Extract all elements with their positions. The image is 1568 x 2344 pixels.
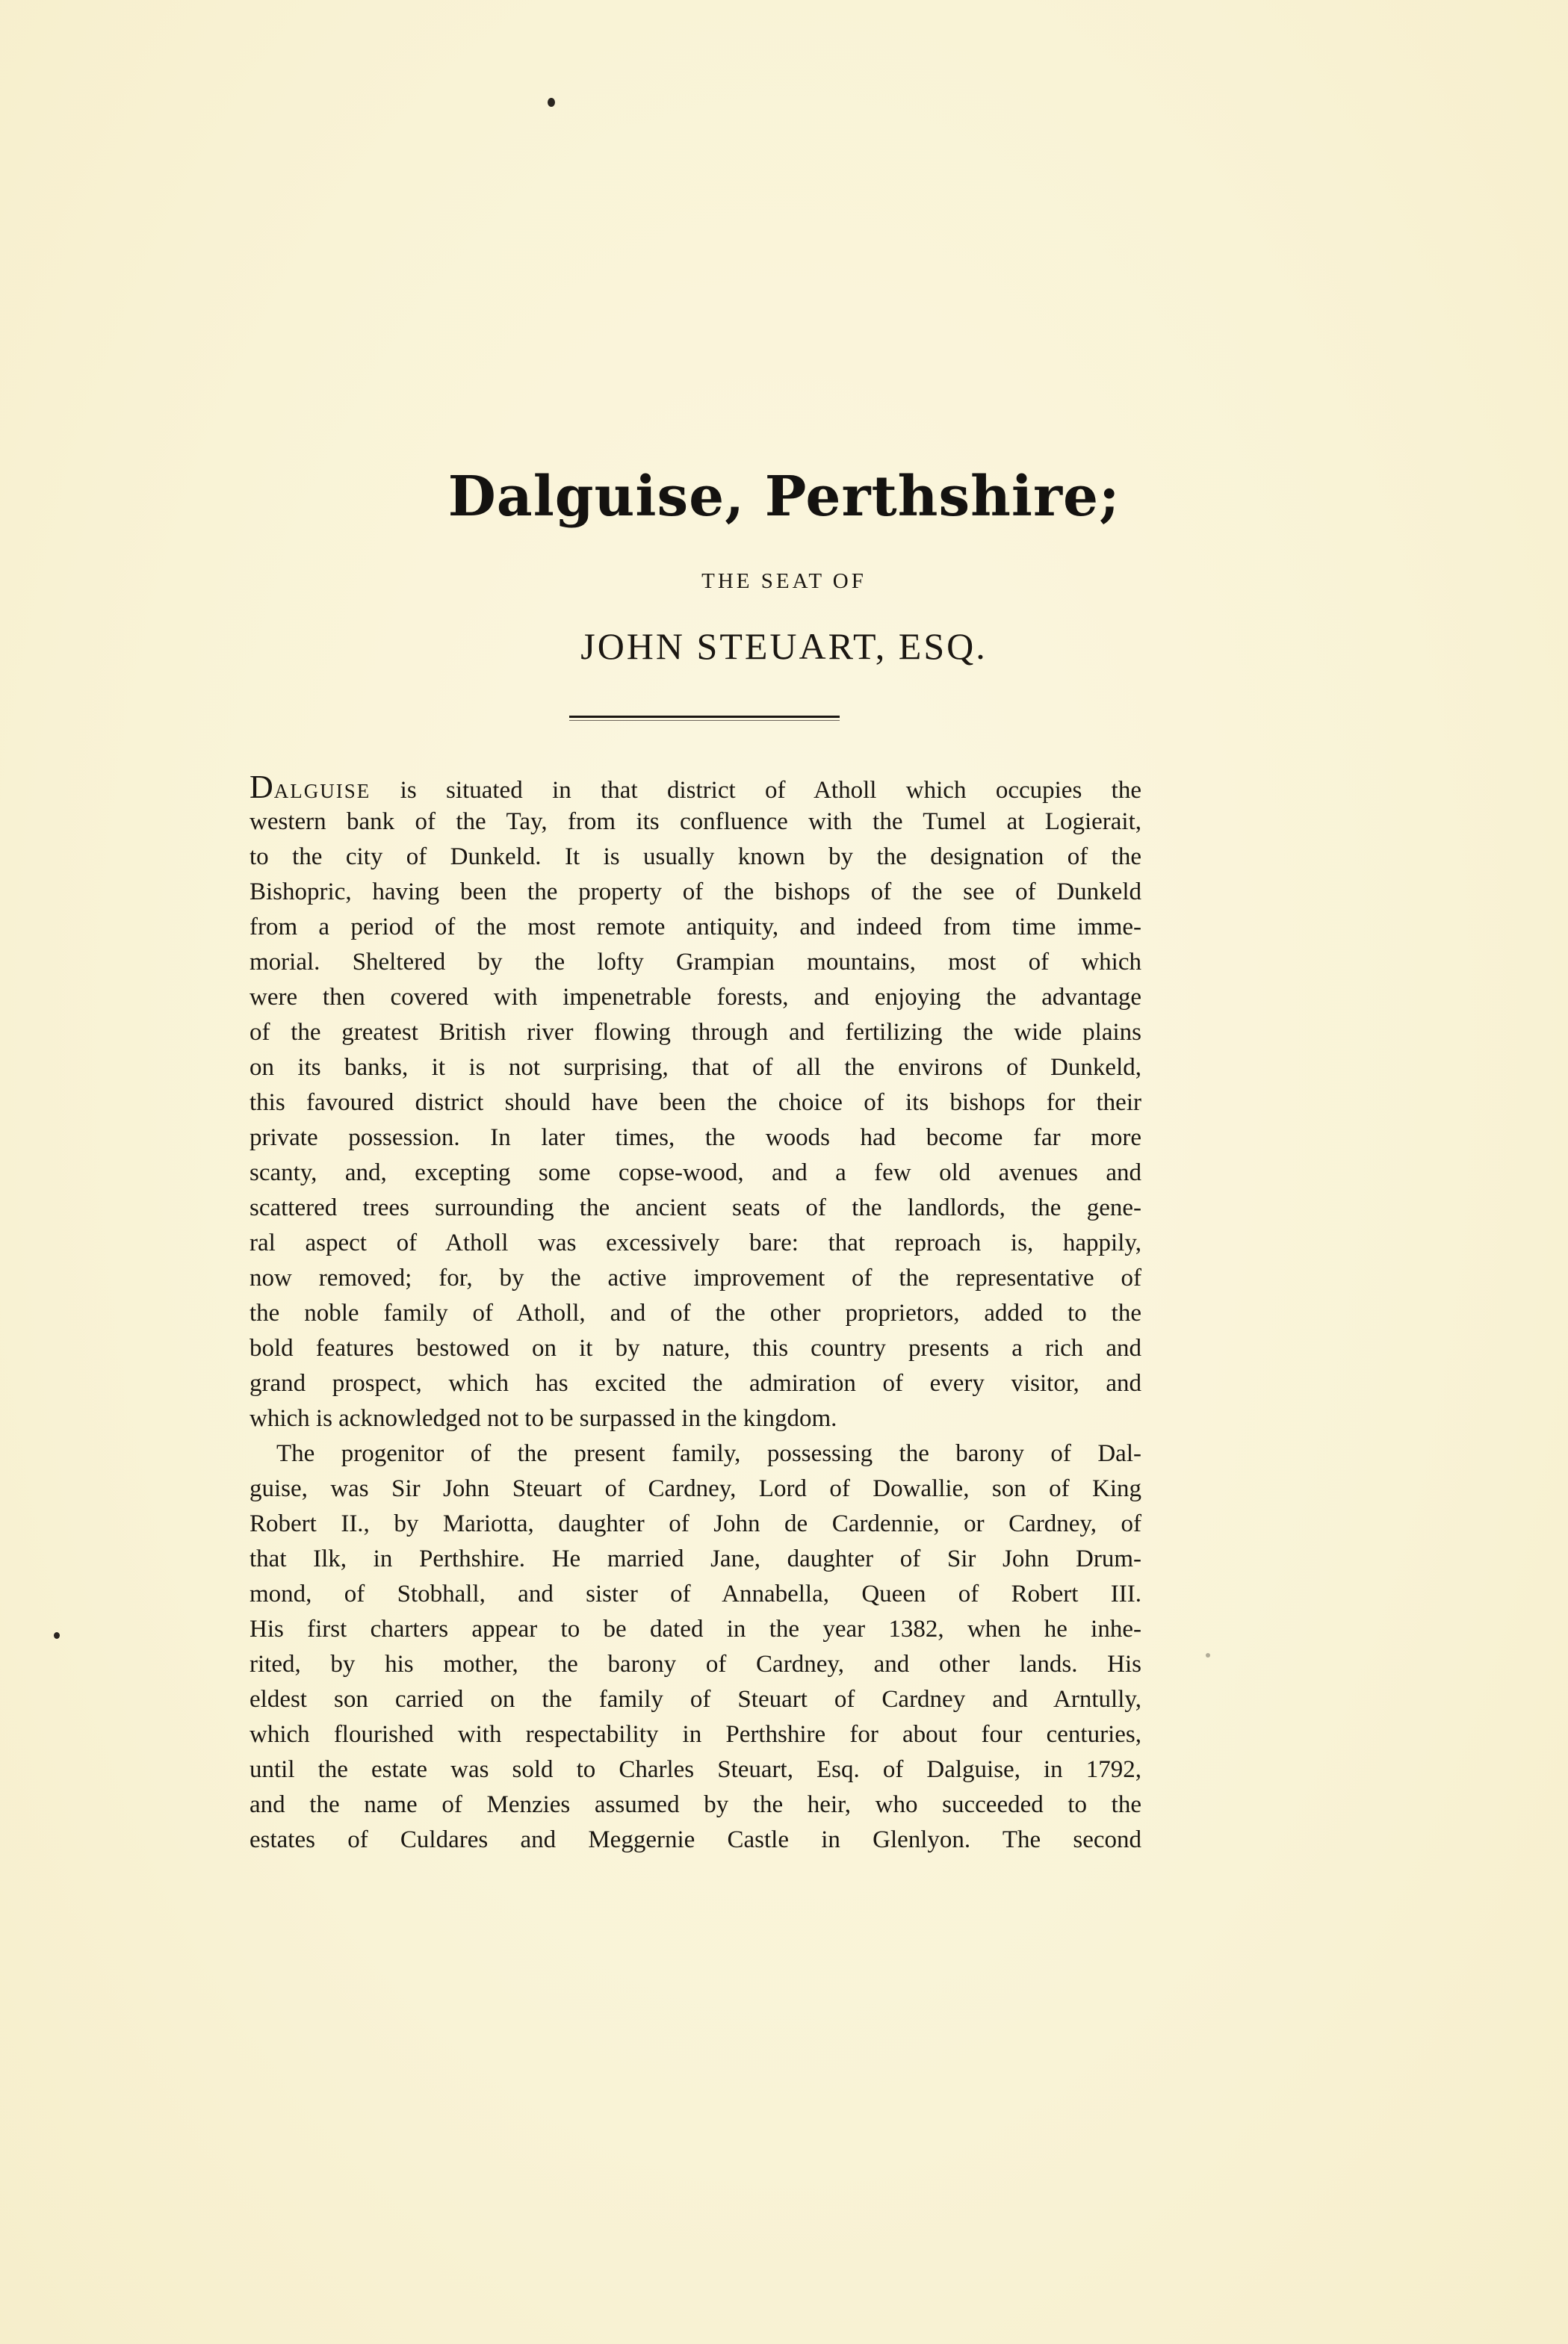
first-line-rest: is situated in that district of Atholl which occupies the [371,777,1141,804]
text-line: to the city of Dunkeld. It is usually known by the designation of the [250,843,1141,870]
text-line: Robert II., by Mariotta, daughter of John de Cardennie, or Cardney, of [250,1510,1141,1537]
text-line: ral aspect of Atholl was excessively bare: that reproach is, happily, [250,1230,1141,1256]
text-line: the noble family of Atholl, and of the other proprietors, added to the [250,1300,1141,1327]
ink-speck [1206,1653,1210,1658]
text-line: that Ilk, in Perthshire. He married Jane, daughter of Sir John Drum- [250,1545,1141,1572]
text-line: now removed; for, by the active improvement of the representative of [250,1265,1141,1292]
text-line: were then covered with impenetrable forests, and enjoying the advantage [250,984,1141,1011]
text-line: guise, was Sir John Steuart of Cardney, Lord of Dowallie, son of King [250,1475,1141,1502]
text-line: eldest son carried on the family of Steuart of Cardney and Arntully, [250,1686,1141,1713]
text-line: of the greatest British river flowing through and fertilizing the wide plains [250,1019,1141,1046]
text-line: Bishopric, having been the property of the bishops of the see of Dunkeld [250,878,1141,905]
text-line: mond, of Stobhall, and sister of Annabella, Queen of Robert III. [250,1581,1141,1607]
ink-speck [548,98,555,107]
page-subtitle: THE SEAT OF [701,569,867,593]
text-line: estates of Culdares and Meggernie Castle in Glenlyon. The second [250,1826,1141,1853]
ink-speck [54,1632,60,1639]
text-line: scattered trees surrounding the ancient seats of the landlords, the gene- [250,1194,1141,1221]
text-line: this favoured district should have been the choice of its bishops for their [250,1089,1141,1116]
text-line: morial. Sheltered by the lofty Grampian mountains, most of which [250,949,1141,976]
title-rule [569,716,840,721]
text-line: on its banks, it is not surprising, that of all the environs of Dunkeld, [250,1054,1141,1081]
text-line: until the estate was sold to Charles Steuart, Esq. of Dalguise, in 1792, [250,1756,1141,1783]
small-caps: ALGUISE [273,780,371,802]
text-line: western bank of the Tay, from its confluence with the Tumel at Logierait, [250,808,1141,835]
page-title: Dalguise, Perthshire; [447,465,1121,529]
text-line: private possession. In later times, the woods had become far more [250,1124,1141,1151]
owner-name: JOHN STEUART, ESQ. [580,625,988,667]
text-line: bold features bestowed on it by nature, this country presents a rich and [250,1335,1141,1362]
text-line [250,769,1141,804]
body-text [250,769,1141,1858]
text-line: grand prospect, which has excited the admiration of every visitor, and [250,1370,1141,1397]
text-line: which flourished with respectability in Perthshire for about four centuries, [250,1721,1141,1748]
text-line: which is acknowledged not to be surpassed in the kingdom. [250,1405,837,1432]
drop-cap: D [250,769,274,805]
text-line: The progenitor of the present family, possessing the barony of Dal- [276,1440,1141,1467]
text-line: and the name of Menzies assumed by the heir, who succeeded to the [250,1791,1141,1818]
text-line: from a period of the most remote antiquity, and indeed from time imme- [250,914,1141,940]
text-line: His first charters appear to be dated in the year 1382, when he inhe- [250,1616,1141,1643]
text-line: scanty, and, excepting some copse-wood, and a few old avenues and [250,1159,1141,1186]
text-line: rited, by his mother, the barony of Cardney, and other lands. His [250,1651,1141,1678]
